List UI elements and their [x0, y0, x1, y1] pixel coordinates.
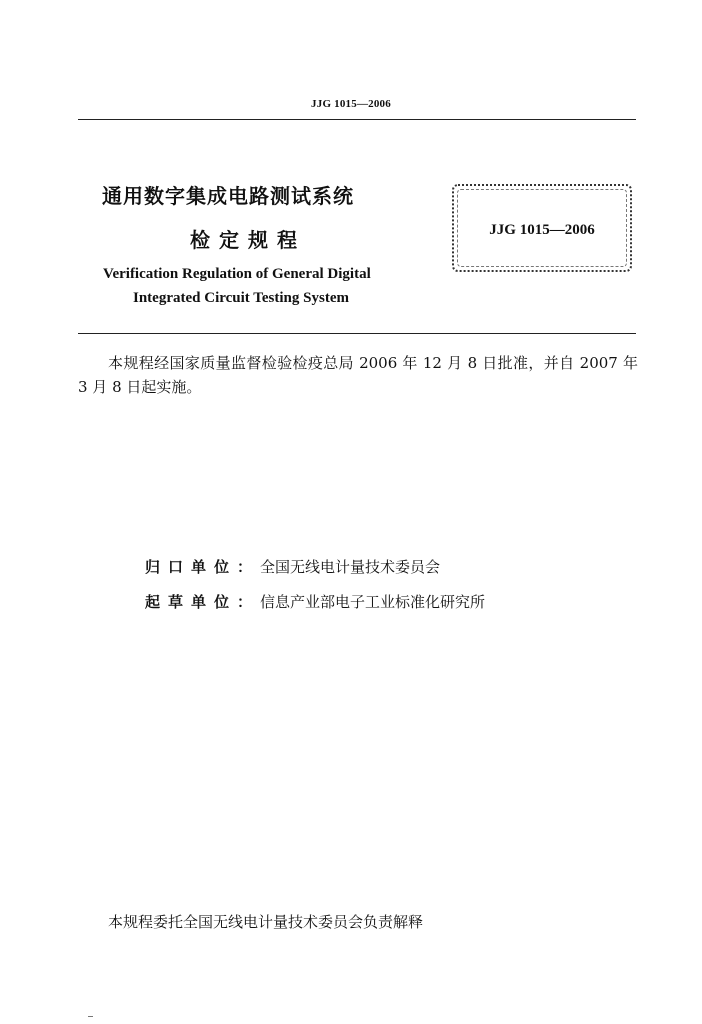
- title-divider: [78, 333, 636, 334]
- header-divider: [78, 119, 636, 120]
- title-english-line2: Integrated Circuit Testing System: [133, 290, 349, 306]
- header-standard-code: JJG 1015—2006: [311, 98, 391, 110]
- responsible-unit-row: [145, 556, 440, 577]
- drafting-unit-value: 信息产业部电子工业标准化研究所: [260, 593, 486, 611]
- title-chinese-line2: 检定规程: [190, 228, 306, 252]
- interpretation-note: 本规程委托全国无线电计量技术委员会负责解释: [108, 913, 424, 931]
- title-english-line1: Verification Regulation of General Digital: [103, 266, 371, 282]
- scan-speck: [88, 1016, 93, 1017]
- responsible-unit-value: 全国无线电计量技术委员会: [260, 558, 441, 576]
- drafting-unit-row: [145, 591, 485, 612]
- standard-code: JJG 1015—2006: [489, 222, 595, 238]
- standard-code-frame: [452, 184, 632, 272]
- approval-statement: 本规程经国家质量监督检验检疫总局 2006 年 12 月 8 日批准，并自 2007 年 3 月 8 日起实施。: [78, 354, 638, 396]
- responsible-unit-label: 归口单位：: [145, 558, 261, 576]
- drafting-unit-label: 起草单位：: [145, 593, 261, 611]
- title-chinese-line1: 通用数字集成电路测试系统: [102, 184, 354, 208]
